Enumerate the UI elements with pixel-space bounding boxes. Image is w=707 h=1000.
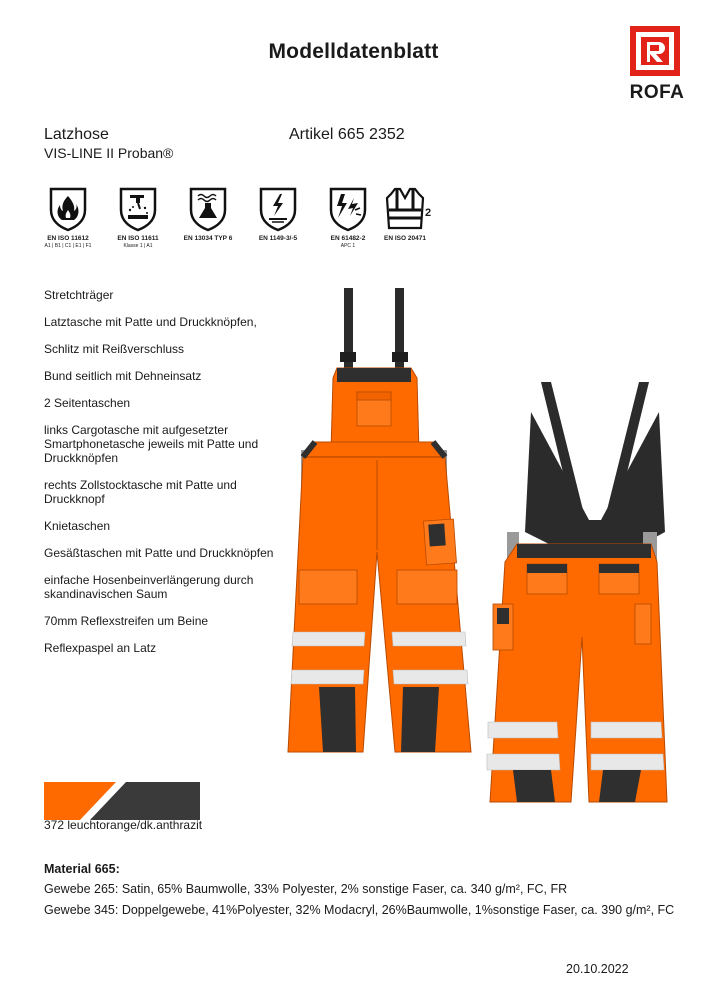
list-item: 2 Seitentaschen (44, 396, 131, 410)
cert-en-iso-11612 (33, 186, 103, 249)
cert-en-13034 (173, 186, 243, 243)
list-item: links Cargotasche mit aufgesetzter Smartphonetasche jeweils mit Patte und Druckknöpfen (44, 423, 259, 465)
back-view-illustration (487, 382, 667, 802)
welding-icon (118, 186, 158, 232)
feature-list (44, 288, 284, 668)
list-item: Bund seitlich mit Dehneinsatz (44, 369, 202, 383)
cert-classes: Klasse 1 | A1 (123, 243, 153, 249)
list-item: Knietaschen (44, 519, 111, 533)
article-number: Artikel 665 2352 (289, 126, 405, 143)
color-label: 372 leuchtorange/dk.anthrazit (44, 818, 203, 832)
cert-classes: A1 | B1 | C1 | E1 | F1 (44, 243, 92, 249)
cert-standard: EN 13034 TYP 6 (183, 235, 233, 242)
chemical-flask-icon (188, 186, 228, 232)
color-swatch (44, 780, 200, 822)
list-item: Latztasche mit Patte und Druckknöpfen, (44, 315, 257, 329)
cert-en-1149 (243, 186, 313, 243)
cert-standard: EN 1149-3/-5 (258, 235, 298, 242)
cert-standard: EN ISO 11612 (47, 235, 89, 242)
list-item: Schlitz mit Reißverschluss (44, 342, 185, 356)
material-title: Material 665: (44, 862, 120, 876)
list-item: Stretchträger (44, 288, 114, 302)
antistatic-icon (258, 186, 298, 232)
hi-vis-class: 2 (425, 207, 432, 219)
list-item: 70mm Reflexstreifen um Beine (44, 614, 209, 628)
cert-en-iso-11611 (103, 186, 173, 249)
garment-illustrations (285, 282, 675, 812)
brand-name: ROFA (629, 82, 685, 103)
list-item: Gesäßtaschen mit Patte und Druckknöpfen (44, 546, 274, 560)
rofa-logo-mark-icon (630, 26, 680, 76)
document-date: 20.10.2022 (566, 962, 629, 976)
fabric-line: Gewebe 265: Satin, 65% Baumwolle, 33% Polyester, 2% sonstige Faser, ca. 340 g/m², FC, FR (44, 882, 568, 896)
flame-icon (48, 186, 88, 232)
fabric-line: Gewebe 345: Doppelgewebe, 41%Polyester, 32% Modacryl, 26%Baumwolle, 1%sonstige Faser, ca. 390 g/m², FC (44, 903, 675, 917)
cert-standard: EN 61482-2 (330, 235, 366, 242)
product-line: VIS-LINE II Proban® (44, 145, 174, 161)
list-item: rechts Zollstocktasche mit Patte und Druckknopf (44, 478, 237, 506)
hi-vis-vest-icon (383, 186, 427, 232)
list-item: Reflexpaspel an Latz (44, 641, 157, 655)
list-item: einfache Hosenbeinverlängerung durch skandinavischen Saum (44, 573, 254, 601)
front-view-illustration (288, 288, 471, 752)
product-name: Latzhose (44, 126, 109, 143)
cert-standard: EN ISO 20471 (384, 235, 426, 242)
cert-standard: EN ISO 11611 (117, 235, 159, 242)
rofa-logo (628, 26, 686, 104)
electric-arc-icon (328, 186, 368, 232)
page-title: Modelldatenblatt (268, 40, 439, 63)
cert-classes: APC 1 (340, 243, 356, 249)
